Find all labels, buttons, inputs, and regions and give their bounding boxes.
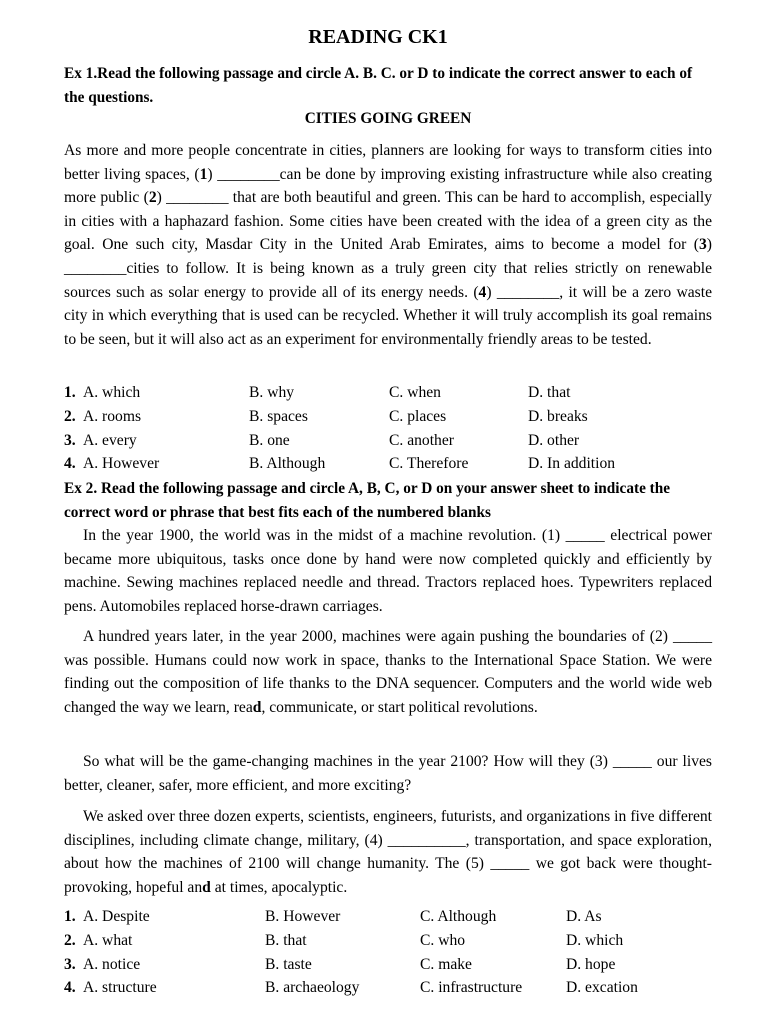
ex1-question-row: 2. A. rooms B. spaces C. places D. breaks — [64, 405, 712, 429]
option-d[interactable]: D. other — [528, 431, 580, 449]
ex2-paragraph-2: A hundred years later, in the year 2000, machines were again pushing the boundaries of (2) _____ was possible. Humans could now work in space, thanks to the International Space Station. We were finding out the composition of life thanks to the DNA sequencer. Computers and the world wide web changed the way we learn, read, communicate, or start political revolutions. — [64, 628, 712, 716]
ex1-instruction: Ex 1.Read the following passage and circle A. B. C. or D to indicate the correct answer to each of the questions. — [64, 65, 693, 106]
option-b[interactable]: B. one — [249, 431, 290, 449]
option-c[interactable]: C. places — [389, 407, 447, 425]
option-b[interactable]: B. archaeology — [265, 979, 360, 997]
option-d[interactable]: D. breaks — [528, 407, 588, 425]
ex1-question-row: 3. A. every B. one C. another D. other — [64, 429, 712, 453]
option-d[interactable]: D. which — [566, 931, 624, 949]
option-d[interactable]: D. excation — [566, 979, 638, 997]
option-a[interactable]: A. However — [83, 455, 160, 473]
ex2-question-row: 1. A. Despite B. However C. Although D. As — [64, 905, 712, 929]
option-d[interactable]: D. As — [566, 908, 602, 925]
ex1-question-row: 4. A. However B. Although C. Therefore D. In addition — [64, 452, 712, 476]
page-title: READING CK1 — [308, 26, 448, 48]
ex2-options — [64, 905, 712, 1000]
option-c[interactable]: C. another — [389, 431, 454, 449]
ex1-question-row: 1. A. which B. why C. when D. that — [64, 381, 712, 405]
option-a[interactable]: A. every — [83, 431, 137, 449]
option-d[interactable]: D. that — [528, 384, 571, 401]
ex2-question-row: 4. A. structure B. archaeology C. infrastructure D. excation — [64, 976, 712, 1000]
option-c[interactable]: C. Therefore — [389, 455, 469, 473]
ex1-options — [64, 381, 712, 476]
ex2-paragraph-3: So what will be the game-changing machines in the year 2100? How will they (3) _____ our lives better, cleaner, safer, more efficient, and more exciting? — [64, 753, 712, 794]
option-c[interactable]: C. when — [389, 384, 441, 401]
option-c[interactable]: C. infrastructure — [420, 979, 523, 997]
option-b[interactable]: B. why — [249, 384, 295, 401]
option-d[interactable]: D. hope — [566, 955, 616, 973]
option-a[interactable]: A. which — [83, 384, 141, 401]
option-a[interactable]: A. structure — [83, 979, 157, 997]
option-b[interactable]: B. Although — [249, 455, 326, 473]
option-a[interactable]: A. rooms — [83, 407, 142, 425]
option-b[interactable]: B. However — [265, 908, 341, 925]
option-c[interactable]: C. who — [420, 931, 466, 949]
ex2-question-row: 3. A. notice B. taste C. make D. hope — [64, 953, 712, 977]
option-c[interactable]: C. make — [420, 955, 472, 973]
option-a[interactable]: A. notice — [83, 955, 141, 973]
ex2-question-row: 2. A. what B. that C. who D. which — [64, 929, 712, 953]
ex2-paragraph-1: In the year 1900, the world was in the midst of a machine revolution. (1) _____ electrical power became more ubiquitous, tasks once done by hand were now completed quickly and efficiently by machine. Sewing machines replaced needle and thread. Tractors replaced hoes. Typewriters replaced pens. Automobiles replaced horse-drawn carriages. — [64, 527, 712, 615]
ex2-paragraph-4: We asked over three dozen experts, scientists, engineers, futurists, and organizations in five different disciplines, including climate change, military, (4) __________, transportation, and space exploration, about how the machines of 2100 will change humanity. The (5) _____ we got back were thought-provoking, hopeful and at times, apocalyptic. — [64, 808, 712, 896]
ex1-passage: As more and more people concentrate in cities, planners are looking for ways to transform cities into better living spaces, (1) ________can be done by improving existing infrastructure while also creating more public (2) ________ that are both beautiful and green. This can be hard to accomplish, especially in cities with a haphazard fashion. Some cities have been created with the idea of a green city as the goal. One such city, Masdar City in the United Arab Emirates, aims to become a model for (3) ________cities to follow. It is being known as a truly green city that relies strictly on renewable sources such as solar energy to provide all of its energy needs. (4) ________, it will be a zero waste city in which everything that is used can be recycled. Whether it will truly accomplish its goal remains to be seen, but it will also act as an experiment for environmentally friendly areas to be tested. — [64, 142, 713, 348]
option-c[interactable]: C. Although — [420, 908, 497, 925]
option-a[interactable]: A. Despite — [83, 908, 150, 925]
option-b[interactable]: B. spaces — [249, 407, 308, 425]
option-d[interactable]: D. In addition — [528, 455, 616, 473]
option-b[interactable]: B. that — [265, 931, 307, 949]
ex2-instruction: Ex 2. Read the following passage and circle A, B, C, or D on your answer sheet to indicate the correct word or phrase that best fits each of the numbered blanks — [64, 480, 671, 521]
option-b[interactable]: B. taste — [265, 955, 312, 973]
ex1-passage-title: CITIES GOING GREEN — [304, 110, 472, 127]
option-a[interactable]: A. what — [83, 931, 133, 949]
